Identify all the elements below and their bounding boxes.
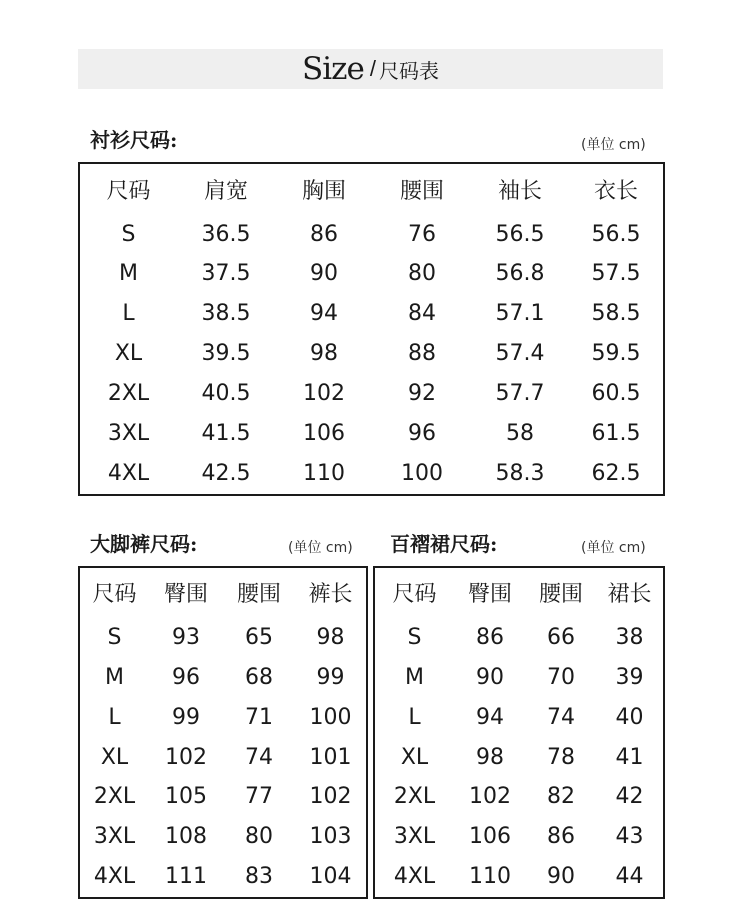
measurement-cell: 66 <box>547 625 575 651</box>
table-row <box>374 618 664 658</box>
measurement-cell: 111 <box>165 864 207 890</box>
size-label-cell: S <box>107 625 122 651</box>
table-row <box>374 658 664 698</box>
pants-section-title: 大脚裤尺码: <box>90 532 198 556</box>
table-row <box>79 254 664 294</box>
table-row <box>79 817 367 857</box>
shirt-column-header: 肩宽 <box>203 178 248 204</box>
table-row <box>79 777 367 817</box>
measurement-cell: 44 <box>615 864 644 890</box>
measurement-cell: 84 <box>408 301 436 327</box>
size-label-cell: M <box>119 261 138 287</box>
measurement-cell: 57.4 <box>495 341 545 367</box>
measurement-cell: 104 <box>309 864 352 890</box>
measurement-cell: 56.8 <box>495 261 545 287</box>
measurement-cell: 74 <box>245 744 273 770</box>
size-label-cell: S <box>121 221 136 247</box>
measurement-cell: 58.5 <box>591 301 641 327</box>
measurement-cell: 88 <box>408 341 436 367</box>
measurement-cell: 41 <box>615 744 644 770</box>
measurement-cell: 36.5 <box>201 221 251 247</box>
measurement-cell: 98 <box>310 341 338 367</box>
skirt-column-header: 臀围 <box>467 582 512 608</box>
pants-unit-label: (单位 cm) <box>288 540 353 556</box>
skirt-header-row <box>374 567 664 618</box>
table-row <box>374 737 664 777</box>
measurement-cell: 38.5 <box>201 301 251 327</box>
measurement-cell: 110 <box>469 864 511 890</box>
measurement-cell: 101 <box>309 744 352 770</box>
table-row <box>79 618 367 658</box>
measurement-cell: 43 <box>615 824 644 850</box>
shirt-size-table <box>78 162 665 496</box>
size-label-cell: L <box>122 301 135 327</box>
table-row <box>374 857 664 898</box>
measurement-cell: 59.5 <box>591 341 641 367</box>
page-title-en: Size <box>302 51 364 87</box>
measurement-cell: 100 <box>401 461 443 487</box>
measurement-cell: 61.5 <box>591 420 641 446</box>
table-row <box>79 414 664 454</box>
page-title-separator: / <box>369 56 376 81</box>
size-label-cell: 4XL <box>93 864 136 890</box>
measurement-cell: 103 <box>309 824 352 850</box>
measurement-cell: 86 <box>310 221 338 247</box>
page-title-cn: 尺码表 <box>378 58 439 83</box>
shirt-column-header: 腰围 <box>399 178 444 204</box>
measurement-cell: 102 <box>165 744 207 770</box>
shirt-column-header: 衣长 <box>593 178 638 204</box>
table-row <box>79 453 664 495</box>
measurement-cell: 98 <box>316 625 345 651</box>
measurement-cell: 42 <box>615 784 644 810</box>
measurement-cell: 106 <box>303 420 345 446</box>
measurement-cell: 39 <box>615 665 644 691</box>
size-label-cell: 3XL <box>107 420 150 446</box>
measurement-cell: 40.5 <box>201 381 251 407</box>
measurement-cell: 57.7 <box>495 381 545 407</box>
pants-size-table <box>78 566 368 899</box>
measurement-cell: 82 <box>547 784 575 810</box>
measurement-cell: 71 <box>245 704 273 730</box>
shirt-unit-label: (单位 cm) <box>581 137 646 153</box>
measurement-cell: 90 <box>310 261 338 287</box>
size-label-cell: M <box>405 665 424 691</box>
measurement-cell: 56.5 <box>591 221 641 247</box>
table-row <box>79 857 367 898</box>
size-label-cell: L <box>408 704 421 730</box>
pants-column-header: 腰围 <box>236 582 281 608</box>
size-label-cell: S <box>407 625 422 651</box>
size-label-cell: 2XL <box>107 381 150 407</box>
size-label-cell: 4XL <box>393 864 436 890</box>
measurement-cell: 96 <box>172 665 200 691</box>
size-label-cell: 2XL <box>393 784 436 810</box>
measurement-cell: 98 <box>476 744 504 770</box>
table-row <box>79 214 664 254</box>
measurement-cell: 83 <box>245 864 273 890</box>
measurement-cell: 58.3 <box>495 461 545 487</box>
shirt-header-row <box>79 163 664 214</box>
measurement-cell: 99 <box>316 665 345 691</box>
measurement-cell: 76 <box>408 221 436 247</box>
measurement-cell: 93 <box>172 625 200 651</box>
measurement-cell: 80 <box>408 261 436 287</box>
table-row <box>79 737 367 777</box>
measurement-cell: 94 <box>310 301 338 327</box>
measurement-cell: 90 <box>547 864 575 890</box>
page-title-bar <box>78 49 663 89</box>
table-row <box>79 374 664 414</box>
measurement-cell: 74 <box>547 704 575 730</box>
measurement-cell: 102 <box>303 381 345 407</box>
shirt-section-title: 衬衫尺码: <box>90 128 178 152</box>
table-row <box>79 334 664 374</box>
table-row <box>374 817 664 857</box>
shirt-column-header: 尺码 <box>106 178 151 204</box>
measurement-cell: 92 <box>408 381 436 407</box>
size-label-cell: 3XL <box>393 824 436 850</box>
skirt-unit-label: (单位 cm) <box>581 540 646 556</box>
size-label-cell: L <box>108 704 121 730</box>
measurement-cell: 102 <box>469 784 511 810</box>
table-row <box>374 697 664 737</box>
skirt-column-header: 腰围 <box>538 582 583 608</box>
measurement-cell: 80 <box>245 824 273 850</box>
table-row <box>374 777 664 817</box>
measurement-cell: 102 <box>309 784 352 810</box>
measurement-cell: 56.5 <box>495 221 545 247</box>
skirt-column-header: 尺码 <box>392 582 437 608</box>
measurement-cell: 57.1 <box>495 301 545 327</box>
measurement-cell: 42.5 <box>201 461 251 487</box>
skirt-section-title: 百褶裙尺码: <box>390 532 498 556</box>
measurement-cell: 39.5 <box>201 341 251 367</box>
measurement-cell: 68 <box>245 665 273 691</box>
measurement-cell: 94 <box>476 704 504 730</box>
measurement-cell: 86 <box>547 824 575 850</box>
skirt-column-header: 裙长 <box>607 582 652 608</box>
measurement-cell: 58 <box>506 420 534 446</box>
measurement-cell: 65 <box>245 625 273 651</box>
pants-column-header: 臀围 <box>163 582 208 608</box>
size-label-cell: XL <box>114 341 143 367</box>
size-label-cell: 2XL <box>93 784 136 810</box>
measurement-cell: 62.5 <box>591 461 641 487</box>
table-row <box>79 658 367 698</box>
measurement-cell: 96 <box>408 420 436 446</box>
measurement-cell: 40 <box>615 704 644 730</box>
shirt-column-header: 袖长 <box>497 178 542 204</box>
measurement-cell: 78 <box>547 744 575 770</box>
pants-column-header: 尺码 <box>92 582 137 608</box>
table-row <box>79 697 367 737</box>
pants-column-header: 裤长 <box>308 582 353 608</box>
measurement-cell: 108 <box>165 824 207 850</box>
skirt-size-table <box>373 566 665 899</box>
measurement-cell: 60.5 <box>591 381 641 407</box>
measurement-cell: 38 <box>615 625 644 651</box>
measurement-cell: 57.5 <box>591 261 641 287</box>
measurement-cell: 90 <box>476 665 504 691</box>
table-row <box>79 294 664 334</box>
measurement-cell: 106 <box>469 824 511 850</box>
measurement-cell: 37.5 <box>201 261 251 287</box>
size-label-cell: 3XL <box>93 824 136 850</box>
pants-header-row <box>79 567 367 618</box>
size-label-cell: 4XL <box>107 461 150 487</box>
size-label-cell: XL <box>100 744 129 770</box>
size-label-cell: XL <box>400 744 429 770</box>
measurement-cell: 99 <box>172 704 200 730</box>
size-label-cell: M <box>105 665 124 691</box>
measurement-cell: 105 <box>165 784 207 810</box>
measurement-cell: 70 <box>547 665 575 691</box>
measurement-cell: 86 <box>476 625 504 651</box>
measurement-cell: 41.5 <box>201 420 251 446</box>
measurement-cell: 77 <box>245 784 273 810</box>
measurement-cell: 100 <box>309 704 352 730</box>
shirt-column-header: 胸围 <box>301 178 346 204</box>
measurement-cell: 110 <box>303 461 345 487</box>
